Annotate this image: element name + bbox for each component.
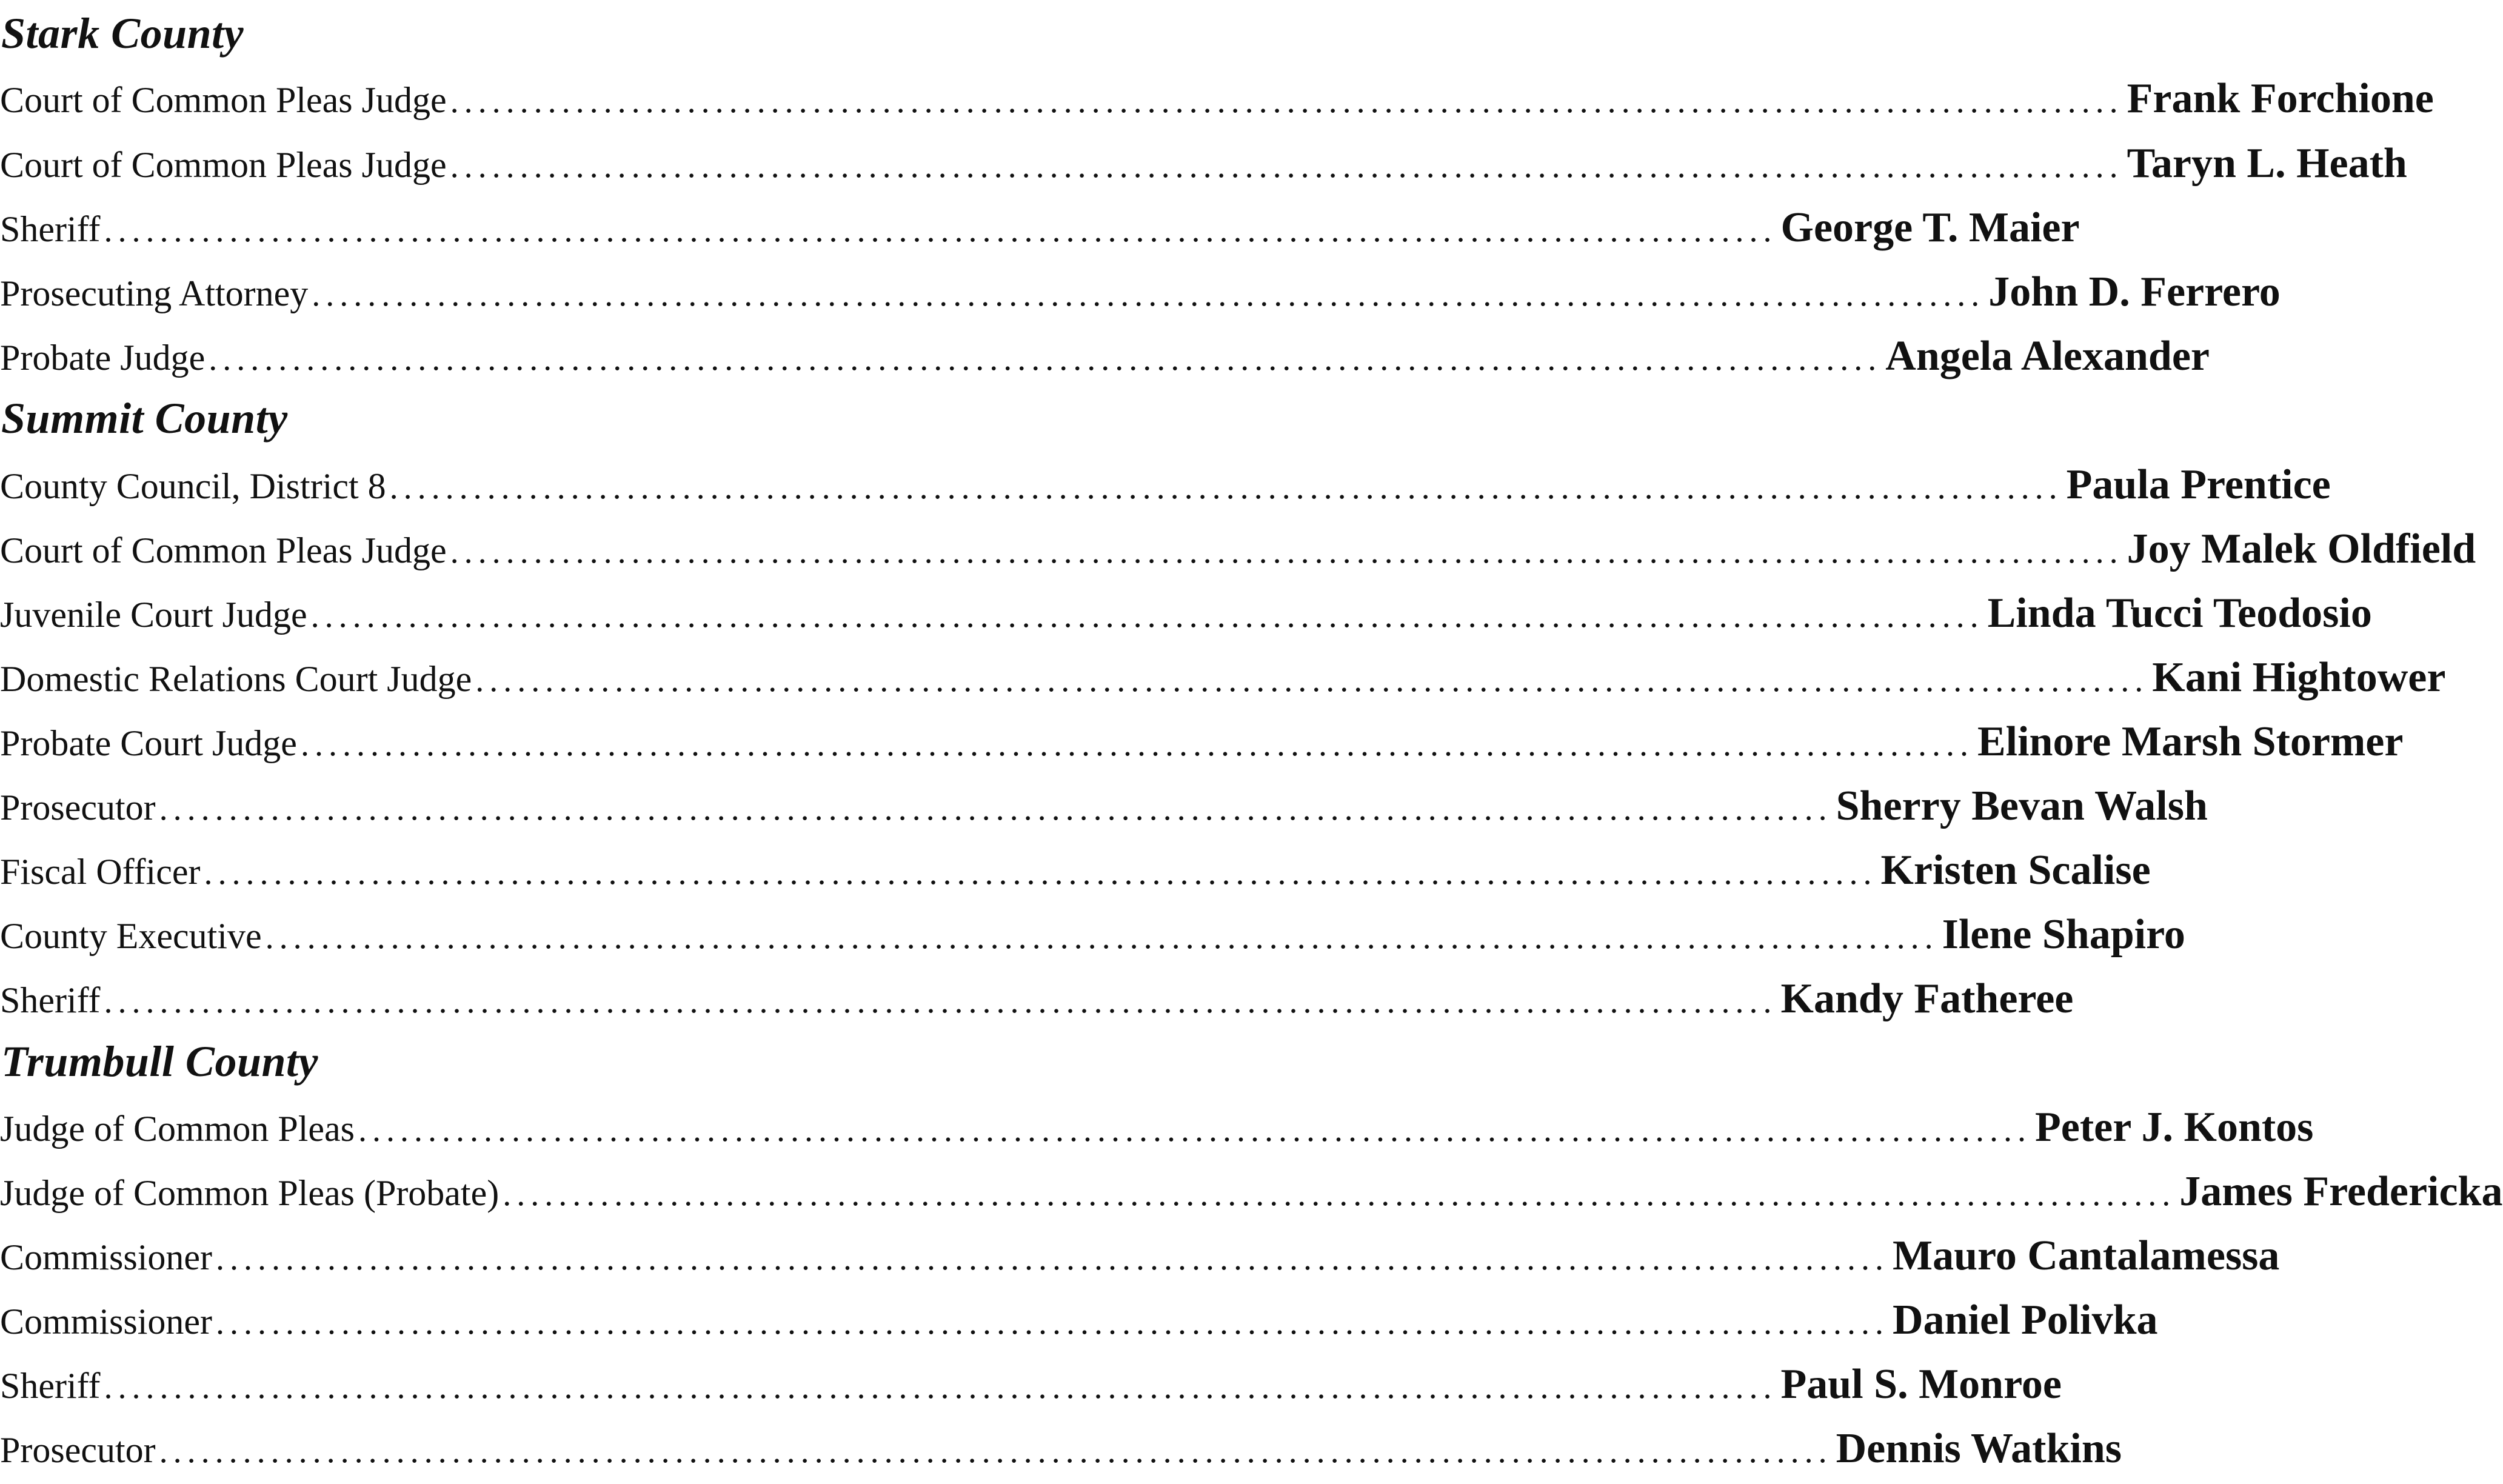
official-name: Frank Forchione xyxy=(2127,75,2434,122)
official-name: Elinore Marsh Stormer xyxy=(1977,718,2404,765)
dot-leader: ........................................................................................................................ xyxy=(300,726,1974,763)
list-item xyxy=(0,1163,2503,1221)
dot-leader: ........................................................................................................................ xyxy=(310,597,1984,635)
dot-leader: ........................................................................................................................ xyxy=(389,469,2063,506)
list-item xyxy=(0,584,2372,643)
official-name: Paul S. Monroe xyxy=(1780,1361,2062,1408)
official-name: Paula Prentice xyxy=(2066,461,2331,508)
office-title: Fiscal Officer xyxy=(0,852,201,892)
official-name: Angela Alexander xyxy=(1885,333,2210,379)
office-title: Commissioner xyxy=(0,1237,213,1277)
office-title: Prosecutor xyxy=(0,1430,156,1470)
section-heading-summit: Summit County xyxy=(1,394,288,443)
official-name: Joy Malek Oldfield xyxy=(2127,526,2476,572)
list-item xyxy=(0,1291,2158,1349)
list-item xyxy=(0,327,2210,386)
dot-leader: ........................................................................................................................ xyxy=(216,1240,1890,1277)
dot-leader: ........................................................................................................................ xyxy=(450,147,2124,185)
official-name: Ilene Shapiro xyxy=(1942,911,2185,958)
office-title: Juvenile Court Judge xyxy=(0,595,307,635)
dot-leader: ........................................................................................................................ xyxy=(216,1304,1890,1342)
office-title: Sheriff xyxy=(0,1366,101,1406)
section-heading-stark: Stark County xyxy=(1,9,244,58)
section-heading-trumbull: Trumbull County xyxy=(1,1037,318,1086)
dot-leader: ........................................................................................................................ xyxy=(450,533,2124,570)
office-title: Sheriff xyxy=(0,980,101,1020)
office-title: Court of Common Pleas Judge xyxy=(0,145,447,185)
list-item xyxy=(0,263,2281,321)
dot-leader: ........................................................................................................................ xyxy=(312,276,1985,313)
list-item xyxy=(0,456,2331,514)
list-item xyxy=(0,1355,2062,1414)
list-item xyxy=(0,841,2151,900)
dot-leader: ........................................................................................................................ xyxy=(104,1368,1777,1406)
dot-leader: ........................................................................................................................ xyxy=(204,854,1877,892)
list-item xyxy=(0,199,2080,257)
official-name: George T. Maier xyxy=(1780,204,2080,251)
office-title: Prosecutor xyxy=(0,787,156,827)
official-name: John D. Ferrero xyxy=(1988,269,2281,315)
list-item xyxy=(0,649,2446,707)
dot-leader: ........................................................................................................................ xyxy=(503,1175,2176,1213)
official-name: Dennis Watkins xyxy=(1836,1425,2122,1472)
office-title: Probate Court Judge xyxy=(0,723,297,763)
list-item xyxy=(0,135,2407,193)
dot-leader: ........................................................................................................................ xyxy=(265,918,1939,956)
list-item xyxy=(0,1098,2314,1157)
dot-leader: ........................................................................................................................ xyxy=(104,983,1777,1020)
official-name: Mauro Cantalamessa xyxy=(1893,1232,2280,1279)
office-title: Sheriff xyxy=(0,209,101,249)
official-name: Taryn L. Heath xyxy=(2127,140,2407,187)
dot-leader: ........................................................................................................................ xyxy=(159,1432,1833,1470)
official-name: Sherry Bevan Walsh xyxy=(1836,783,2208,829)
office-title: County Executive xyxy=(0,916,262,956)
official-name: Linda Tucci Teodosio xyxy=(1987,590,2372,637)
office-title: Prosecuting Attorney xyxy=(0,273,309,313)
list-item xyxy=(0,906,2185,964)
office-title: Court of Common Pleas Judge xyxy=(0,80,447,120)
office-title: Court of Common Pleas Judge xyxy=(0,530,447,570)
official-name: Daniel Polivka xyxy=(1893,1297,2158,1343)
office-title: Judge of Common Pleas (Probate) xyxy=(0,1173,500,1213)
dot-leader: ........................................................................................................................ xyxy=(104,212,1777,249)
official-name: Kani Hightower xyxy=(2152,654,2446,701)
list-item xyxy=(0,713,2404,771)
official-name: Peter J. Kontos xyxy=(2034,1104,2314,1151)
list-item xyxy=(0,1227,2280,1285)
official-name: Kandy Fatheree xyxy=(1780,975,2074,1022)
list-item xyxy=(0,777,2208,835)
office-title: Judge of Common Pleas xyxy=(0,1109,355,1149)
dot-leader: ........................................................................................................................ xyxy=(159,790,1833,827)
official-name: Kristen Scalise xyxy=(1880,847,2151,894)
dot-leader: ........................................................................................................................ xyxy=(475,661,2149,699)
list-item xyxy=(0,970,2074,1028)
list-item xyxy=(0,1420,2122,1478)
office-title: Commissioner xyxy=(0,1302,213,1342)
dot-leader: ........................................................................................................................ xyxy=(358,1111,2031,1149)
list-item xyxy=(0,520,2476,578)
office-title: Domestic Relations Court Judge xyxy=(0,659,472,699)
office-title: County Council, District 8 xyxy=(0,466,386,506)
dot-leader: ........................................................................................................................ xyxy=(209,340,1882,378)
dot-leader: ........................................................................................................................ xyxy=(450,82,2124,120)
office-title: Probate Judge xyxy=(0,338,206,378)
official-name: James Fredericka xyxy=(2179,1168,2503,1215)
list-item xyxy=(0,70,2434,128)
